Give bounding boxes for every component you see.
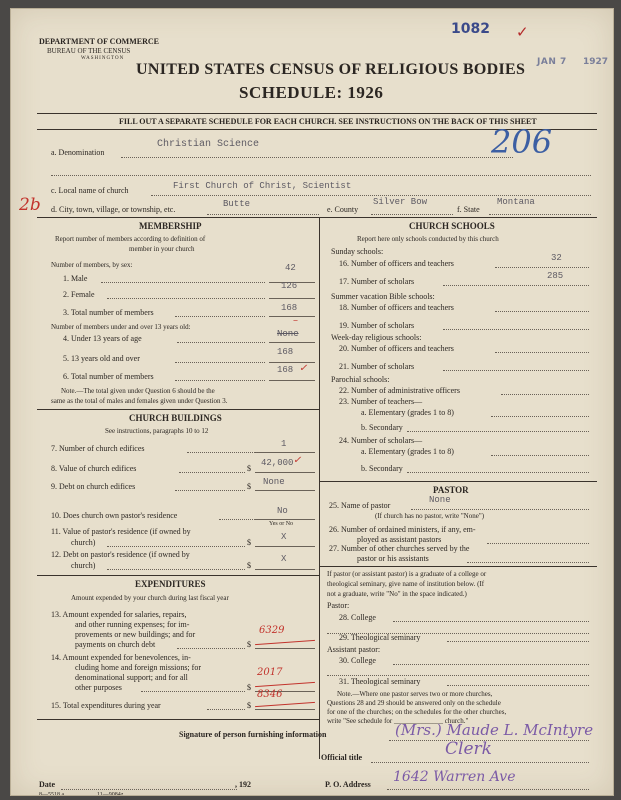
fill-line bbox=[177, 648, 245, 649]
city-value: Butte bbox=[223, 199, 251, 209]
fill-line bbox=[387, 789, 589, 790]
college-instruction: theological seminary, give name of institution below. (If bbox=[327, 580, 485, 588]
q1-value: 42 bbox=[285, 263, 296, 273]
q23a-label: a. Elementary (grades 1 to 8) bbox=[361, 408, 454, 417]
fill-line bbox=[175, 490, 245, 491]
fill-line bbox=[121, 157, 513, 158]
county-label: e. County bbox=[327, 205, 359, 214]
fill-line bbox=[407, 431, 589, 432]
fill-line bbox=[187, 452, 265, 453]
fill-line bbox=[327, 675, 589, 676]
q4-label: 4. Under 13 years of age bbox=[63, 334, 142, 343]
fill-line bbox=[371, 214, 453, 215]
q24a-label: a. Elementary (grades 1 to 8) bbox=[361, 447, 454, 456]
signature-value: (Mrs.) Maude L. McIntyre bbox=[395, 721, 594, 739]
check-mark-red: ✓ bbox=[299, 363, 308, 374]
date-year: , 192 bbox=[235, 780, 251, 789]
answer-line bbox=[255, 648, 315, 649]
fill-line bbox=[487, 543, 589, 544]
q26-label: 26. Number of ordained ministers, if any, em- bbox=[329, 525, 476, 534]
q23-label: 23. Number of teachers— bbox=[339, 397, 423, 406]
bureau-label: BUREAU OF THE CENSUS bbox=[47, 47, 131, 55]
dollar-sign: $ bbox=[247, 640, 251, 649]
fill-line bbox=[107, 298, 265, 299]
q16-label: 16. Number of officers and teachers bbox=[339, 259, 454, 268]
dollar-sign: $ bbox=[247, 683, 251, 692]
dollar-sign: $ bbox=[247, 561, 251, 570]
parochial-label: Parochial schools: bbox=[331, 375, 390, 384]
title-label: Official title bbox=[321, 753, 363, 762]
fill-line bbox=[495, 311, 589, 312]
answer-line bbox=[269, 298, 315, 299]
divider bbox=[319, 566, 597, 567]
q14-label-cont: other purposes bbox=[75, 683, 122, 692]
q17-value: 285 bbox=[547, 271, 564, 281]
divider bbox=[37, 113, 597, 114]
pastor-note: for one of the churches; on the schedules for the other churches, bbox=[327, 708, 507, 716]
q24-label: 24. Number of scholars— bbox=[339, 436, 423, 445]
title-value: Clerk bbox=[445, 739, 492, 759]
stamp-number: 1082 bbox=[451, 21, 490, 37]
answer-line bbox=[269, 380, 315, 381]
expenditures-heading: EXPENDITURES bbox=[135, 579, 206, 589]
fill-line bbox=[393, 621, 589, 622]
q10-value: No bbox=[277, 506, 288, 516]
answer-line bbox=[255, 452, 315, 453]
fill-line bbox=[175, 380, 265, 381]
fill-line bbox=[151, 195, 591, 196]
instruction-line: FILL OUT A SEPARATE SCHEDULE FOR EACH CHURCH. SEE INSTRUCTIONS ON THE BACK OF THIS SHEET bbox=[119, 117, 537, 126]
city-label-field: d. City, town, village, or township, etc. bbox=[51, 205, 176, 214]
q14-label-cont: cluding home and foreign missions; for bbox=[75, 663, 201, 672]
divider bbox=[37, 575, 319, 576]
q20-label: 20. Number of officers and teachers bbox=[339, 344, 454, 353]
q25-value: None bbox=[429, 495, 451, 505]
divider bbox=[37, 409, 319, 410]
q31-label: 31. Theological seminary bbox=[339, 677, 421, 686]
answer-line bbox=[269, 342, 315, 343]
fill-line bbox=[175, 362, 265, 363]
answer-line bbox=[255, 472, 315, 473]
denomination-label: a. Denomination bbox=[51, 148, 105, 157]
denomination-value: Christian Science bbox=[157, 139, 260, 150]
county-value: Silver Bow bbox=[373, 197, 428, 207]
q13-label: 13. Amount expended for salaries, repairs, bbox=[51, 610, 187, 619]
buildings-sub: See instructions, paragraphs 10 to 12 bbox=[105, 427, 209, 435]
q11-label: 11. Value of pastor's residence (if owned by bbox=[51, 527, 191, 536]
stamp-date-month: JAN 7 bbox=[537, 57, 567, 67]
q12-value: X bbox=[281, 554, 287, 564]
answer-line bbox=[255, 490, 315, 491]
local-name-value: First Church of Christ, Scientist bbox=[173, 181, 352, 191]
q16-value: 32 bbox=[551, 253, 562, 263]
fill-line bbox=[491, 455, 589, 456]
q14-label: 14. Amount expended for benevolences, in- bbox=[51, 653, 191, 662]
membership-heading: MEMBERSHIP bbox=[139, 221, 202, 231]
q9-label: 9. Debt on church edifices bbox=[51, 482, 136, 491]
q10-label: 10. Does church own pastor's residence bbox=[51, 511, 178, 520]
dollar-sign: $ bbox=[247, 538, 251, 547]
q8-label: 8. Value of church edifices bbox=[51, 464, 137, 473]
q15-label: 15. Total expenditures during year bbox=[51, 701, 161, 710]
membership-intro: member in your church bbox=[129, 245, 195, 253]
yes-no-hint: Yes or No bbox=[269, 521, 294, 527]
q17-label: 17. Number of scholars bbox=[339, 277, 415, 286]
dollar-sign: $ bbox=[247, 701, 251, 710]
census-schedule-sheet bbox=[10, 8, 614, 796]
pastor-note: Questions 28 and 29 should be answered only on the schedule bbox=[327, 699, 501, 707]
assistant-sub-label: Assistant pastor: bbox=[327, 645, 381, 654]
dollar-sign: $ bbox=[247, 464, 251, 473]
q3-value: 168 bbox=[281, 303, 298, 313]
fill-line bbox=[175, 316, 265, 317]
membership-intro: Report number of members according to definition of bbox=[55, 235, 206, 243]
fill-line bbox=[207, 214, 319, 215]
q12-label-cont: church) bbox=[71, 561, 96, 570]
membership-note: Note.—The total given under Question 6 should be the bbox=[61, 387, 215, 395]
by-sex-label: Number of members, by sex: bbox=[51, 261, 133, 269]
fill-line bbox=[107, 546, 245, 547]
answer-line bbox=[269, 362, 315, 363]
date-label: Date bbox=[39, 780, 55, 789]
q25-note: (If church has no pastor, write "None") bbox=[375, 512, 485, 520]
check-mark-red: ✓ bbox=[293, 455, 302, 466]
strike-mark bbox=[255, 682, 315, 687]
stamp-date-year: 1927 bbox=[583, 57, 609, 67]
fill-line bbox=[495, 352, 589, 353]
schools-heading: CHURCH SCHOOLS bbox=[409, 221, 495, 231]
fill-line bbox=[491, 416, 589, 417]
vacation-label: Summer vacation Bible schools: bbox=[331, 292, 435, 301]
q14-label-cont: denominational support; and for all bbox=[75, 673, 188, 682]
fill-line bbox=[179, 472, 245, 473]
college-instruction: If pastor (or assistant pastor) is a graduate of a college or bbox=[327, 570, 487, 578]
pastor-heading: PASTOR bbox=[433, 485, 469, 495]
fill-line bbox=[61, 789, 237, 790]
fill-line bbox=[495, 267, 589, 268]
state-value: Montana bbox=[497, 197, 535, 207]
q21-label: 21. Number of scholars bbox=[339, 362, 415, 371]
signature-label: Signature of person furnishing information bbox=[179, 730, 327, 739]
fill-line bbox=[393, 664, 589, 665]
q5-value: 168 bbox=[277, 347, 294, 357]
weekday-label: Week-day religious schools: bbox=[331, 333, 422, 342]
city-label: WASHINGTON bbox=[81, 56, 125, 61]
membership-note: same as the total of males and females given under Question 3. bbox=[51, 397, 228, 405]
fill-line bbox=[447, 641, 589, 642]
dept-label: DEPARTMENT OF COMMERCE bbox=[39, 37, 160, 46]
pastor-note: write "See schedule for ______________ church." bbox=[327, 717, 469, 725]
q6-value: 168 bbox=[277, 365, 294, 375]
q13-label-cont: payments on church debt bbox=[75, 640, 156, 649]
q4-value: None bbox=[277, 329, 299, 339]
pastor-sub-label: Pastor: bbox=[327, 601, 350, 610]
pastor-note: Note.—Where one pastor serves two or more churches, bbox=[337, 690, 493, 698]
q24b-label: b. Secondary bbox=[361, 464, 403, 473]
column-divider bbox=[319, 217, 320, 759]
answer-line bbox=[255, 546, 315, 547]
schools-intro: Report here only schools conducted by this church bbox=[357, 235, 499, 243]
state-label: f. State bbox=[457, 205, 480, 214]
q27-label: 27. Number of other churches served by the bbox=[329, 544, 470, 553]
q9-value: None bbox=[263, 477, 285, 487]
divider bbox=[37, 719, 319, 720]
q8-value: 42,000 bbox=[261, 458, 294, 468]
fill-line bbox=[467, 562, 589, 563]
fill-line bbox=[443, 285, 589, 286]
divider bbox=[37, 217, 597, 218]
q28-label: 28. College bbox=[339, 613, 376, 622]
form-title: UNITED STATES CENSUS OF RELIGIOUS BODIES bbox=[136, 61, 526, 78]
fill-line bbox=[443, 329, 589, 330]
college-instruction: not a graduate, write "No" in the space indicated.) bbox=[327, 590, 467, 598]
print-number: 11—9084z bbox=[97, 792, 124, 796]
expenditures-sub: Amount expended by your church during last fiscal year bbox=[71, 594, 229, 602]
q2-value: 126 bbox=[281, 281, 298, 291]
answer-line bbox=[269, 316, 315, 317]
fill-line bbox=[407, 472, 589, 473]
fill-line bbox=[177, 342, 265, 343]
q12-label: 12. Debt on pastor's residence (if owned by bbox=[51, 550, 190, 559]
strike-mark bbox=[255, 702, 315, 707]
q3-label: 3. Total number of members bbox=[63, 308, 154, 317]
dollar-sign: $ bbox=[247, 482, 251, 491]
fill-line bbox=[141, 691, 245, 692]
fill-line bbox=[101, 282, 265, 283]
q13-value: 6329 bbox=[259, 625, 285, 636]
fill-line bbox=[107, 569, 245, 570]
q7-label: 7. Number of church edifices bbox=[51, 444, 145, 453]
buildings-heading: CHURCH BUILDINGS bbox=[129, 413, 222, 423]
fill-line bbox=[489, 214, 591, 215]
margin-mark: 2b bbox=[19, 195, 41, 215]
answer-line bbox=[255, 519, 315, 520]
q13-label-cont: provements or new buildings; and for bbox=[75, 630, 196, 639]
q1-label: 1. Male bbox=[63, 274, 88, 283]
fill-line bbox=[207, 709, 245, 710]
q30-label: 30. College bbox=[339, 656, 376, 665]
q19-label: 19. Number of scholars bbox=[339, 321, 415, 330]
answer-line bbox=[255, 569, 315, 570]
fill-line bbox=[501, 394, 589, 395]
q14-value: 2017 bbox=[257, 667, 283, 678]
address-value: 1642 Warren Ave bbox=[393, 769, 516, 785]
fill-line bbox=[447, 685, 589, 686]
form-subtitle: SCHEDULE: 1926 bbox=[239, 83, 384, 102]
q13-label-cont: and other running expenses; for im- bbox=[75, 620, 190, 629]
code-number: 206 bbox=[491, 123, 553, 161]
answer-line bbox=[255, 709, 315, 710]
fill-line bbox=[371, 762, 589, 763]
q5-label: 5. 13 years old and over bbox=[63, 354, 140, 363]
check-mark-red: ✓ bbox=[516, 23, 529, 41]
fill-line bbox=[443, 370, 589, 371]
q27-label-cont: pastor or his assistants bbox=[357, 554, 429, 563]
q11-value: X bbox=[281, 532, 287, 542]
q26-label-cont: ployed as assistant pastors bbox=[357, 535, 442, 544]
q18-label: 18. Number of officers and teachers bbox=[339, 303, 454, 312]
q15-value: 8346 bbox=[257, 689, 283, 700]
fill-line bbox=[411, 509, 589, 510]
fill-line bbox=[51, 175, 591, 176]
q11-label-cont: church) bbox=[71, 538, 96, 547]
sunday-label: Sunday schools: bbox=[331, 247, 384, 256]
under-over-label: Number of members under and over 13 years old: bbox=[51, 323, 191, 331]
q29-label: 29. Theological seminary bbox=[339, 633, 421, 642]
q22-label: 22. Number of administrative officers bbox=[339, 386, 460, 395]
form-number: 8—5518 a bbox=[39, 792, 65, 796]
local-name-label: c. Local name of church bbox=[51, 186, 129, 195]
address-label: P. O. Address bbox=[325, 780, 371, 789]
q23b-label: b. Secondary bbox=[361, 423, 403, 432]
q7-value: 1 bbox=[281, 439, 287, 449]
q6-label: 6. Total number of members bbox=[63, 372, 154, 381]
divider bbox=[319, 481, 597, 482]
q25-label: 25. Name of pastor bbox=[329, 501, 391, 510]
strike-mark bbox=[255, 640, 315, 645]
red-dash-mark: – bbox=[293, 315, 298, 326]
q2-label: 2. Female bbox=[63, 290, 95, 299]
